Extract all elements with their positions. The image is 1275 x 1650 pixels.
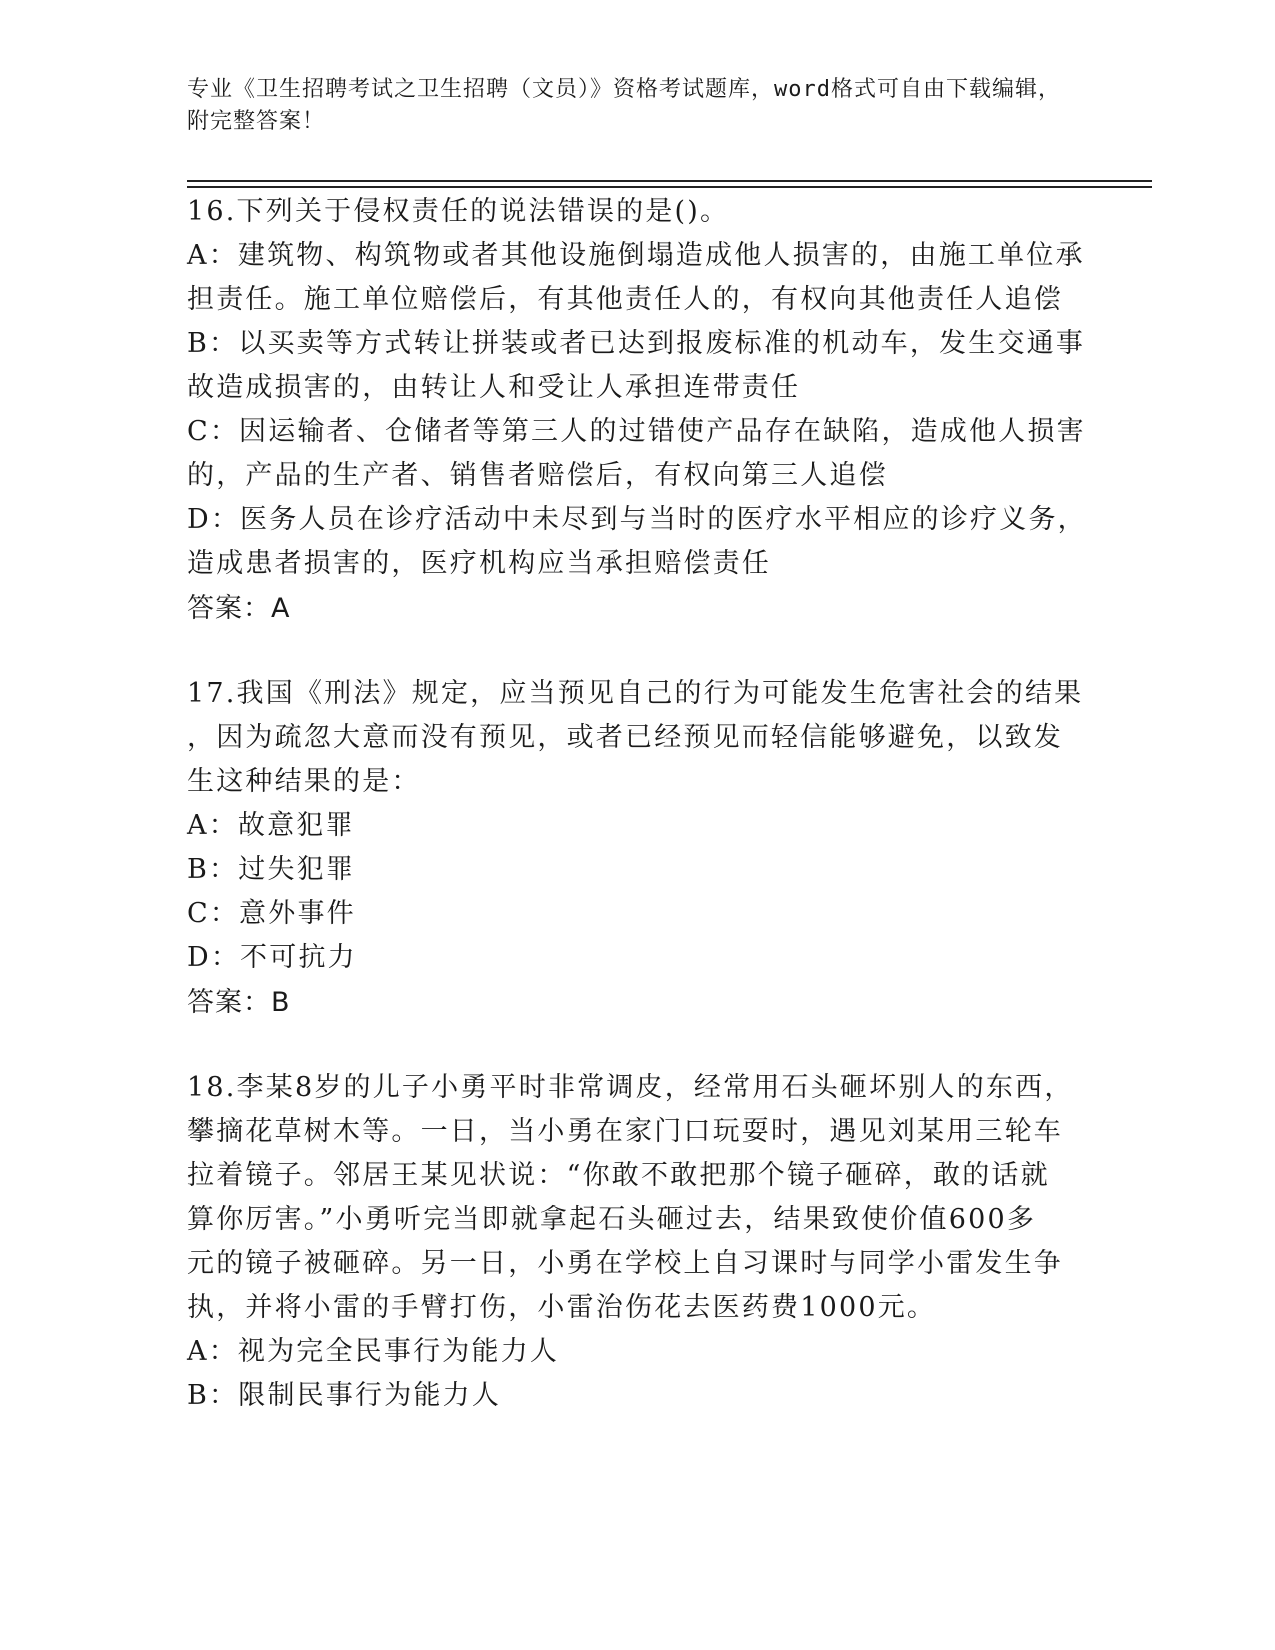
q16-option-c-line: 的，产品的生产者、销售者赔偿后，有权向第三人追偿 bbox=[187, 460, 888, 491]
q17-stem-line: 生这种结果的是： bbox=[187, 766, 421, 797]
q18-stem-line: 执，并将小雷的手臂打伤，小雷治伤花去医药费1000元。 bbox=[187, 1292, 937, 1323]
q18-stem-line: 元的镜子被砸碎。另一日，小勇在学校上自习课时与同学小雷发生争 bbox=[187, 1248, 1063, 1279]
q18-stem-line: 拉着镜子。邻居王某见状说：“你敢不敢把那个镜子砸碎，敢的话就 bbox=[187, 1160, 1050, 1191]
q16-answer: 答案：A bbox=[187, 593, 291, 624]
q17-stem-line: 17.我国《刑法》规定，应当预见自己的行为可能发生危害社会的结果 bbox=[187, 678, 1084, 709]
q18-stem-line: 算你厉害。”小勇听完当即就拿起石头砸过去，结果致使价值600多 bbox=[187, 1204, 1037, 1235]
q17-stem-line: ，因为疏忽大意而没有预见，或者已经预见而轻信能够避免，以致发 bbox=[187, 722, 1063, 753]
q16-option-d-line: 造成患者损害的，医疗机构应当承担赔偿责任 bbox=[187, 548, 771, 579]
header-divider-bottom bbox=[187, 186, 1152, 188]
q18-option-a: A：视为完全民事行为能力人 bbox=[187, 1336, 560, 1367]
q16-option-a-line: A：建筑物、构筑物或者其他设施倒塌造成他人损害的，由施工单位承 bbox=[187, 240, 1085, 271]
q17-option-b: B：过失犯罪 bbox=[187, 854, 356, 885]
q17-option-d: D：不可抗力 bbox=[187, 942, 357, 973]
q17-answer: 答案：B bbox=[187, 987, 291, 1018]
q16-option-b-line: B：以买卖等方式转让拼装或者已达到报废标准的机动车，发生交通事 bbox=[187, 328, 1086, 359]
q16-option-d-line: D：医务人员在诊疗活动中未尽到与当时的医疗水平相应的诊疗义务， bbox=[187, 504, 1087, 535]
document-header: 专业《卫生招聘考试之卫生招聘（文员）》资格考试题库，word格式可自由下载编辑，附完整答案！ bbox=[187, 77, 1061, 134]
q18-stem-line: 攀摘花草树木等。一日，当小勇在家门口玩耍时，遇见刘某用三轮车 bbox=[187, 1116, 1063, 1147]
q16-option-b-line: 故造成损害的，由转让人和受让人承担连带责任 bbox=[187, 372, 801, 403]
q16-option-c-line: C：因运输者、仓储者等第三人的过错使产品存在缺陷，造成他人损害 bbox=[187, 416, 1086, 447]
q18-option-b: B：限制民事行为能力人 bbox=[187, 1380, 502, 1411]
q16-option-a-line: 担责任。施工单位赔偿后，有其他责任人的，有权向其他责任人追偿 bbox=[187, 284, 1063, 315]
q16-stem-line: 16.下列关于侵权责任的说法错误的是()。 bbox=[187, 196, 730, 227]
q17-option-c: C：意外事件 bbox=[187, 898, 356, 929]
q17-option-a: A：故意犯罪 bbox=[187, 810, 355, 841]
q18-stem-line: 18.李某8岁的儿子小勇平时非常调皮，经常用石头砸坏别人的东西， bbox=[187, 1072, 1074, 1103]
header-divider-top bbox=[187, 180, 1152, 182]
